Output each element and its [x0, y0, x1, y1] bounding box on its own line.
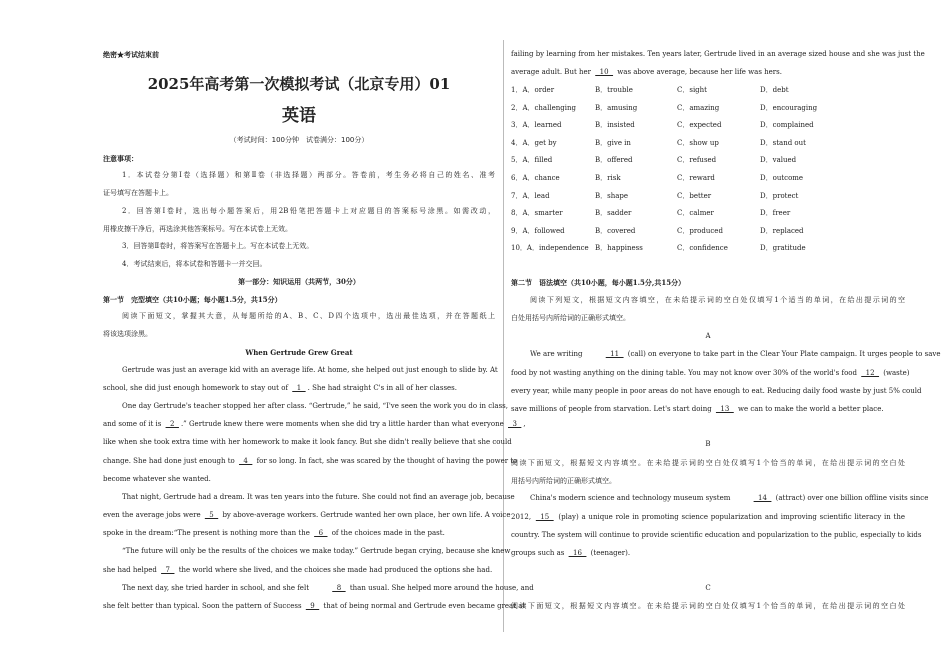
blank-2[interactable]: 2 [165, 420, 179, 428]
passage-c-label: C [705, 584, 711, 592]
section2-heading: 第二节 语法填空（共10小题，每小题1.5分,共15分） [511, 278, 686, 287]
blank-10[interactable]: 10 [595, 68, 614, 76]
option-1-c[interactable]: C．sight [677, 86, 707, 94]
story-line: “The future will only be the results of the choices we make today.” Gertrude began crying, because she knew [122, 547, 511, 555]
option-6-c[interactable]: C．reward [677, 174, 715, 182]
option-7-d[interactable]: D．protect [760, 191, 799, 200]
exam-info: （考试时间：100分钟 试卷满分：100分） [229, 136, 369, 144]
story-line: like when she took extra time with her homework to make it look fancy. But she didn't really believe that she could [103, 438, 512, 446]
blank-3[interactable]: 3 [508, 420, 522, 428]
blank-7[interactable]: 7 [161, 566, 175, 574]
option-8-b[interactable]: B．sadder [595, 209, 632, 218]
option-1-d[interactable]: D．debt [760, 86, 789, 94]
note-2-line-1: 2．回答第Ⅰ卷时，选出每小题答案后，用2B铅笔把答题卡上对应题目的答案标号涂黑。如需改动， [122, 207, 495, 215]
story-title: When Gertrude Grew Great [245, 348, 353, 357]
passage-b-line: country. The system will continue to provide scientific education and popularization to the public, especially to kids [511, 531, 922, 539]
option-3-a[interactable]: 3．A．learned [511, 121, 562, 130]
section2-instructions-2: 白处用括号内所给词的正确形式填空。 [511, 314, 630, 322]
story-line: The next day, she tried harder in school, and she felt 8 than usual. She helped more around the house, and [122, 584, 534, 592]
option-10-b[interactable]: B．happiness [595, 244, 643, 253]
note-2-line-2: 用橡皮擦干净后，再选涂其他答案标号。写在本试卷上无效。 [103, 225, 292, 233]
section1-instructions-2: 将该选项涂黑。 [103, 330, 152, 338]
blank-9[interactable]: 9 [305, 602, 320, 610]
option-7-b[interactable]: B．shape [595, 191, 629, 200]
option-9-c[interactable]: C．produced [677, 226, 723, 235]
story-line: average adult. But her 10 was above average, because her life was hers. [511, 68, 782, 76]
option-3-d[interactable]: D．complained [760, 121, 814, 130]
story-line: she had helped 7 the world where she lived, and the choices she made had produced the options she had. [103, 566, 493, 574]
story-line: she felt better than typical. Soon the pattern of Success 9 that of being normal and Gertrude even became great at [103, 602, 526, 610]
story-line: Gertrude was just an average kid with an average life. At home, she helped out just enough to slide by. At [122, 366, 498, 374]
blank-16[interactable]: 16 [568, 549, 587, 557]
note-4: 4．考试结束后，将本试卷和答题卡一并交回。 [122, 260, 267, 268]
blank-5[interactable]: 5 [204, 511, 219, 519]
option-3-c[interactable]: C．expected [677, 121, 722, 130]
option-8-a[interactable]: 8．A．smarter [511, 209, 563, 218]
option-5-c[interactable]: C．refused [677, 156, 717, 165]
blank-4[interactable]: 4 [238, 457, 253, 465]
passage-a-line: save millions of people from starvation. Let's start doing 13 we can to make the world a better place. [511, 405, 884, 413]
option-9-b[interactable]: B．covered [595, 226, 636, 235]
passage-b-instructions-2: 用括号内所给词的正确形式填空。 [511, 477, 616, 485]
passage-b-line: groups such as 16 (teenager). [511, 549, 631, 557]
option-10-d[interactable]: D．gratitude [760, 244, 806, 253]
option-5-d[interactable]: D．valued [760, 156, 797, 165]
option-7-c[interactable]: C．better [677, 191, 712, 200]
option-1-a[interactable]: 1．A．order [511, 86, 555, 94]
option-5-a[interactable]: 5．A．filled [511, 156, 553, 165]
notes-heading: 注意事项： [103, 154, 138, 163]
option-9-d[interactable]: D．replaced [760, 226, 804, 235]
option-6-b[interactable]: B．risk [595, 174, 621, 182]
blank-14[interactable]: 14 [753, 494, 772, 502]
passage-c-instructions: 阅读下面短文，根据短文内容填空。在未给提示词的空白处仅填写1个恰当的单词，在给出提示词的空白处 [511, 602, 905, 610]
passage-a-line: every year, while many people in poor areas do not have enough to eat. Reducing daily food waste by just 5% could [511, 387, 922, 395]
blank-12[interactable]: 12 [861, 369, 880, 377]
section1-instructions-1: 阅读下面短文，掌握其大意，从每题所给的A、B、C、D四个选项中，选出最佳选项，并在答题纸上 [122, 312, 495, 320]
passage-b-label: B [705, 440, 711, 448]
passage-b-line: China's modern science and technology museum system 14 (attract) over one billion offline visits since [530, 494, 929, 502]
blank-11[interactable]: 11 [605, 350, 624, 358]
passage-b-line: 2012, 15 (play) a unique role in promoting science popularization and improving scientific literacy in the [511, 513, 905, 521]
passage-a-line: food by not wasting anything on the dining table. You may not know over 30% of the world's food 12 (waste) [511, 369, 910, 377]
story-line: change. She had done just enough to 4 for so long. In fact, she was scared by the thought of having the power to [103, 457, 518, 465]
option-4-d[interactable]: D．stand out [760, 138, 806, 147]
option-2-a[interactable]: 2．A．challenging [511, 103, 576, 112]
secret-label: 绝密★考试结束前 [103, 50, 159, 59]
option-4-b[interactable]: B．give in [595, 138, 631, 147]
story-line: One day Gertrude's teacher stopped her after class. “Gertrude,” he said, “I've seen the work you do in class, [122, 402, 508, 410]
column-divider [503, 40, 504, 632]
story-line: become whatever she wanted. [103, 475, 211, 483]
passage-b-instructions-1: 阅读下面短文，根据短文内容填空。在未给提示词的空白处仅填写1个恰当的单词，在给出提示词的空白处 [511, 459, 905, 467]
story-line: even the average jobs were 5 by above-average workers. Gertrude wanted her own place, her own life. A voice [103, 511, 511, 519]
section2-instructions-1: 阅读下列短文，根据短文内容填空，在未给提示词的空白处仅填写1个适当的单词，在给出提示词的空 [530, 296, 905, 304]
story-line: spoke in the dream:“The present is nothing more than the 6 of the choices made in the past. [103, 529, 445, 537]
option-2-b[interactable]: B．amusing [595, 103, 638, 112]
option-8-c[interactable]: C．calmer [677, 209, 714, 218]
part1-heading: 第一部分：知识运用（共两节，30分） [238, 277, 360, 286]
option-5-b[interactable]: B．offered [595, 156, 633, 165]
option-10-c[interactable]: C．confidence [677, 244, 728, 253]
story-line: and some of it is 2 .” Gertrude knew there were moments when she did try a little harder than what everyone 3 , [103, 420, 526, 428]
blank-15[interactable]: 15 [535, 513, 554, 521]
blank-1[interactable]: 1 [292, 384, 306, 392]
option-3-b[interactable]: B．insisted [595, 121, 635, 130]
option-4-c[interactable]: C．show up [677, 138, 719, 147]
option-2-d[interactable]: D．encouraging [760, 103, 818, 112]
option-6-a[interactable]: 6．A．chance [511, 174, 560, 182]
note-1-line-1: 1．本试卷分第Ⅰ卷（选择题）和第Ⅱ卷（非选择题）两部分。答卷前，考生务必将自己的姓名、准考 [122, 171, 495, 179]
note-3: 3．回答第Ⅱ卷时，将答案写在答题卡上。写在本试卷上无效。 [122, 242, 314, 250]
right-column [511, 0, 941, 672]
option-2-c[interactable]: C．amazing [677, 103, 720, 112]
option-7-a[interactable]: 7．A．lead [511, 191, 550, 200]
option-4-a[interactable]: 4．A．get by [511, 138, 557, 147]
exam-title: 2025年高考第一次模拟考试（北京专用）01 [147, 75, 451, 93]
option-9-a[interactable]: 9．A．followed [511, 226, 565, 235]
story-line: That night, Gertrude had a dream. It was ten years into the future. She could not find an average job, because [122, 493, 515, 501]
story-line: school, she did just enough homework to stay out of 1 . She had straight C's in all of her classes. [103, 384, 458, 392]
passage-a-label: A [705, 332, 711, 340]
subject-title: 英语 [282, 106, 316, 126]
option-6-d[interactable]: D．outcome [760, 174, 804, 182]
option-8-d[interactable]: D．freer [760, 209, 791, 218]
blank-13[interactable]: 13 [715, 405, 734, 413]
blank-8[interactable]: 8 [332, 584, 346, 592]
option-1-b[interactable]: B．trouble [595, 86, 633, 94]
story-line: failing by learning from her mistakes. Ten years later, Gertrude lived in an average sized house and she was just the [511, 50, 925, 58]
passage-a-line: We are writing 11 (call) on everyone to take part in the Clear Your Plate campaign. It urges people to save [530, 350, 941, 358]
note-1-line-2: 证号填写在答题卡上。 [103, 189, 173, 197]
option-10-a[interactable]: 10．A．independence [511, 244, 589, 253]
blank-6[interactable]: 6 [314, 529, 328, 537]
section1-heading: 第一节 完型填空（共10小题；每小题1.5分，共15分） [103, 295, 282, 304]
